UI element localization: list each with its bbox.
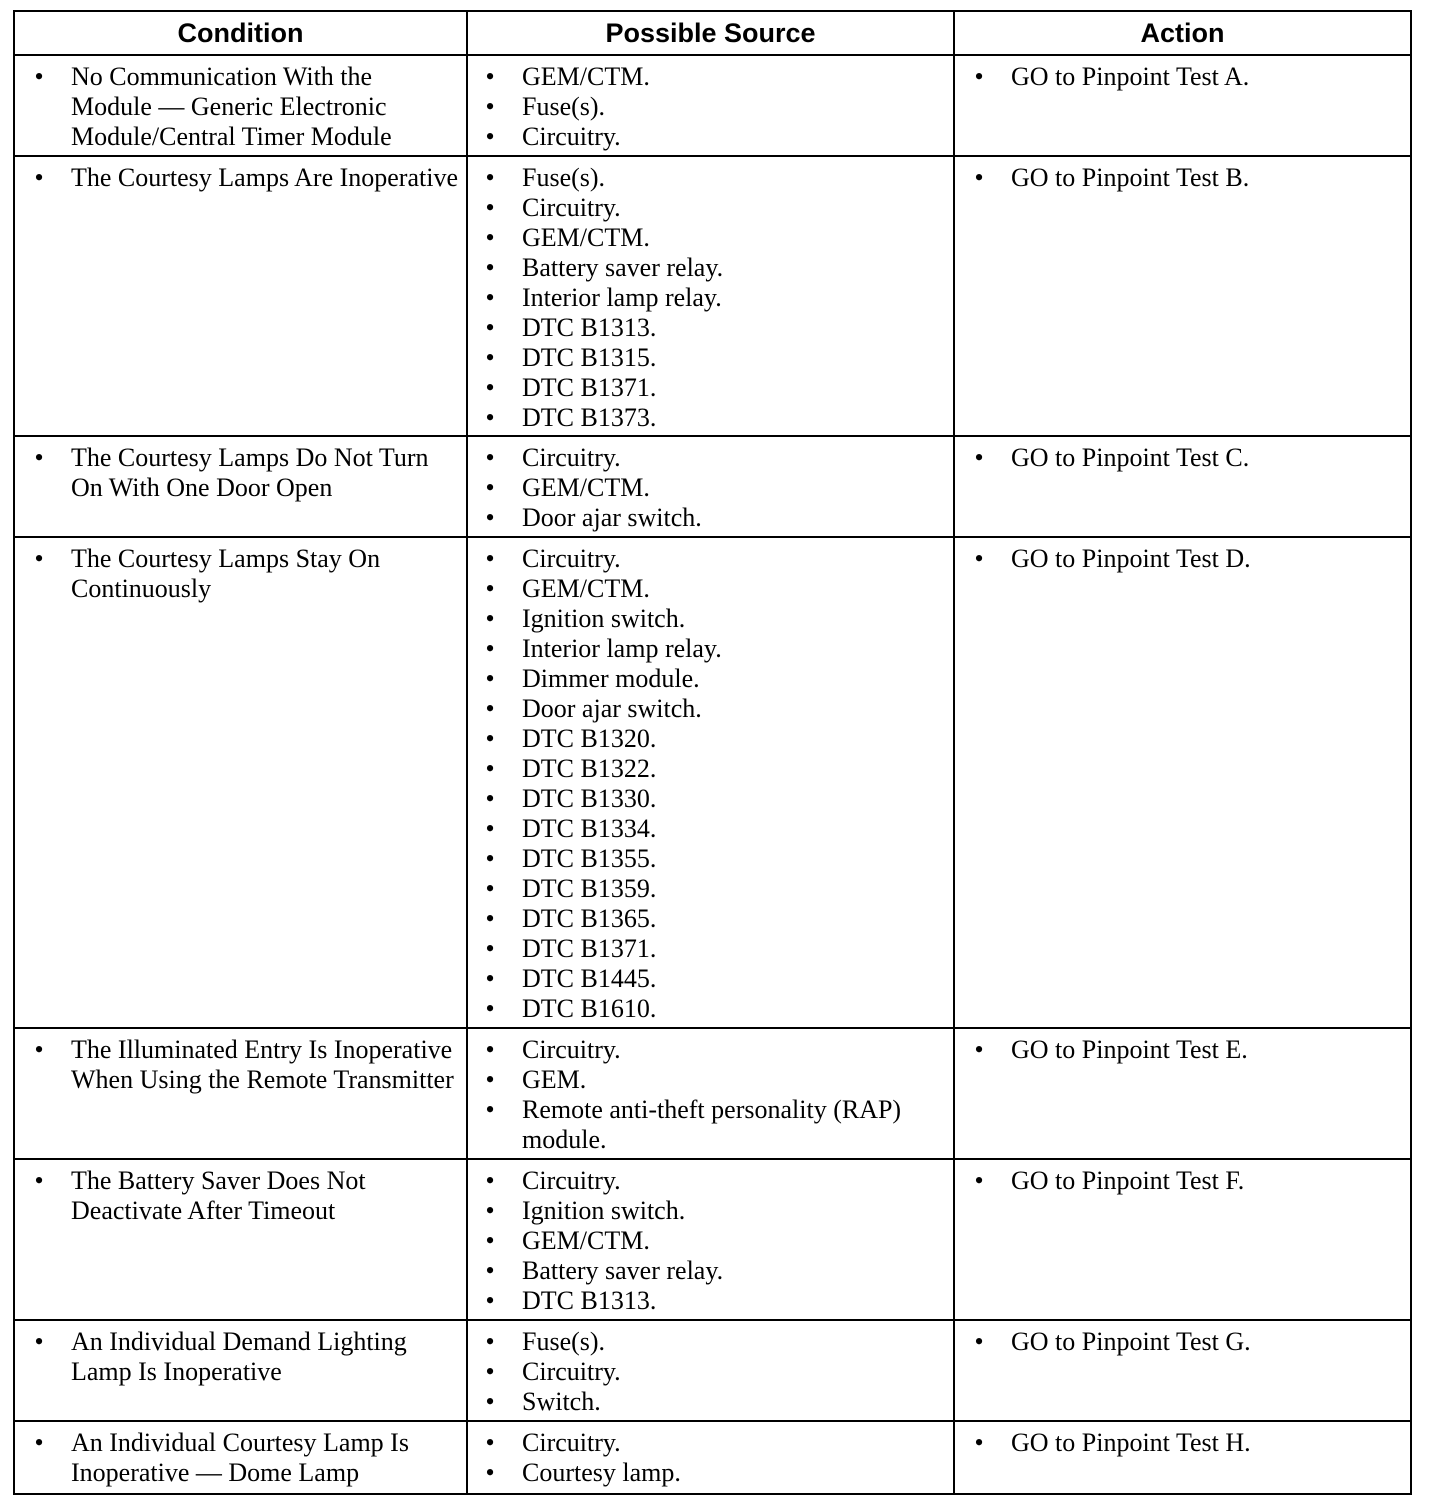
condition-item-text: The Battery Saver Does Not Deactivate After Timeout xyxy=(71,1166,366,1225)
table-row xyxy=(14,55,1411,156)
source-item-text: Circuitry. xyxy=(522,1428,621,1457)
source-item xyxy=(468,253,953,283)
source-item xyxy=(468,62,953,92)
condition-cell xyxy=(14,1028,467,1159)
source-item xyxy=(468,473,953,503)
bullet-icon: • xyxy=(34,62,44,91)
source-item-text: DTC B1313. xyxy=(522,313,657,342)
source-item xyxy=(468,163,953,193)
action-item-text: GO to Pinpoint Test D. xyxy=(1011,544,1251,573)
action-cell xyxy=(954,1320,1411,1421)
bullet-icon: • xyxy=(485,1428,495,1457)
source-item xyxy=(468,1065,953,1095)
table-row xyxy=(14,436,1411,537)
action-cell xyxy=(954,537,1411,1028)
action-item xyxy=(955,62,1410,92)
source-item xyxy=(468,1166,953,1196)
source-item-text: Circuitry. xyxy=(522,544,621,573)
bullet-icon: • xyxy=(485,163,495,192)
source-item-text: DTC B1322. xyxy=(522,754,657,783)
action-item-text: GO to Pinpoint Test B. xyxy=(1011,163,1250,192)
source-item-text: DTC B1330. xyxy=(522,784,657,813)
source-item xyxy=(468,724,953,754)
table-row xyxy=(14,1320,1411,1421)
source-item xyxy=(468,1428,953,1458)
source-item-text: Circuitry. xyxy=(522,193,621,222)
bullet-icon: • xyxy=(485,223,495,252)
source-item xyxy=(468,1286,953,1316)
bullet-icon: • xyxy=(34,544,44,573)
source-item-text: Ignition switch. xyxy=(522,1196,686,1225)
source-item xyxy=(468,784,953,814)
condition-item xyxy=(15,1327,466,1387)
diagnosis-table xyxy=(13,10,1412,1495)
source-item xyxy=(468,313,953,343)
bullet-icon: • xyxy=(485,634,495,663)
source-item-text: DTC B1371. xyxy=(522,373,657,402)
bullet-icon: • xyxy=(485,814,495,843)
bullet-icon: • xyxy=(485,1256,495,1285)
source-item-text: Dimmer module. xyxy=(522,664,700,693)
condition-cell xyxy=(14,1320,467,1421)
condition-item xyxy=(15,1428,466,1488)
bullet-icon: • xyxy=(34,1035,44,1064)
condition-cell xyxy=(14,55,467,156)
bullet-icon: • xyxy=(485,904,495,933)
bullet-icon: • xyxy=(485,193,495,222)
source-item xyxy=(468,1458,953,1488)
bullet-icon: • xyxy=(485,994,495,1023)
source-item xyxy=(468,1196,953,1226)
action-item xyxy=(955,1428,1410,1458)
source-item xyxy=(468,994,953,1024)
condition-item-text: The Illuminated Entry Is Inoperative When Using the Remote Transmitter xyxy=(71,1035,454,1094)
bullet-icon: • xyxy=(485,1166,495,1195)
table-row xyxy=(14,537,1411,1028)
source-item xyxy=(468,1256,953,1286)
bullet-icon: • xyxy=(34,163,44,192)
source-item-text: DTC B1359. xyxy=(522,874,657,903)
bullet-icon: • xyxy=(974,1035,984,1064)
condition-cell xyxy=(14,537,467,1028)
action-item-text: GO to Pinpoint Test E. xyxy=(1011,1035,1248,1064)
action-item xyxy=(955,1035,1410,1065)
bullet-icon: • xyxy=(485,503,495,532)
action-item xyxy=(955,163,1410,193)
source-item xyxy=(468,1226,953,1256)
bullet-icon: • xyxy=(974,62,984,91)
source-item-text: Ignition switch. xyxy=(522,604,686,633)
bullet-icon: • xyxy=(974,1166,984,1195)
source-item xyxy=(468,373,953,403)
action-item-text: GO to Pinpoint Test F. xyxy=(1011,1166,1245,1195)
source-item xyxy=(468,443,953,473)
source-item-text: Switch. xyxy=(522,1387,601,1416)
source-item-text: GEM/CTM. xyxy=(522,473,650,502)
source-item xyxy=(468,604,953,634)
source-item-text: DTC B1355. xyxy=(522,844,657,873)
condition-item xyxy=(15,62,466,152)
bullet-icon: • xyxy=(485,664,495,693)
source-item xyxy=(468,403,953,433)
bullet-icon: • xyxy=(34,1327,44,1356)
source-item-text: Fuse(s). xyxy=(522,1327,606,1356)
bullet-icon: • xyxy=(485,403,495,432)
header-row xyxy=(14,11,1411,55)
condition-item-text: The Courtesy Lamps Do Not Turn On With One Door Open xyxy=(71,443,429,502)
source-item xyxy=(468,844,953,874)
possible-source-cell xyxy=(467,55,954,156)
bullet-icon: • xyxy=(485,1095,495,1124)
source-item-text: Fuse(s). xyxy=(522,163,606,192)
action-item-text: GO to Pinpoint Test H. xyxy=(1011,1428,1251,1457)
source-item xyxy=(468,574,953,604)
source-item xyxy=(468,193,953,223)
action-item xyxy=(955,544,1410,574)
source-item xyxy=(468,503,953,533)
bullet-icon: • xyxy=(974,544,984,573)
source-item xyxy=(468,934,953,964)
possible-source-cell xyxy=(467,537,954,1028)
bullet-icon: • xyxy=(485,1035,495,1064)
bullet-icon: • xyxy=(485,92,495,121)
condition-item xyxy=(15,1166,466,1226)
bullet-icon: • xyxy=(34,443,44,472)
source-item xyxy=(468,122,953,152)
source-item-text: Door ajar switch. xyxy=(522,503,702,532)
source-item xyxy=(468,1035,953,1065)
source-item-text: GEM. xyxy=(522,1065,587,1094)
bullet-icon: • xyxy=(485,253,495,282)
source-item xyxy=(468,634,953,664)
condition-cell xyxy=(14,1159,467,1320)
action-item-text: GO to Pinpoint Test C. xyxy=(1011,443,1250,472)
source-item xyxy=(468,1095,953,1155)
source-item-text: GEM/CTM. xyxy=(522,574,650,603)
source-item-text: Interior lamp relay. xyxy=(522,283,722,312)
condition-cell xyxy=(14,436,467,537)
action-cell xyxy=(954,1028,1411,1159)
source-item-text: Circuitry. xyxy=(522,1166,621,1195)
bullet-icon: • xyxy=(485,313,495,342)
source-item-text: Circuitry. xyxy=(522,122,621,151)
source-item-text: DTC B1610. xyxy=(522,994,657,1023)
bullet-icon: • xyxy=(485,934,495,963)
bullet-icon: • xyxy=(485,1286,495,1315)
source-item-text: Door ajar switch. xyxy=(522,694,702,723)
bullet-icon: • xyxy=(485,343,495,372)
bullet-icon: • xyxy=(974,163,984,192)
bullet-icon: • xyxy=(485,1327,495,1356)
bullet-icon: • xyxy=(485,1196,495,1225)
source-item xyxy=(468,1387,953,1417)
action-cell xyxy=(954,1421,1411,1494)
source-item-text: Interior lamp relay. xyxy=(522,634,722,663)
bullet-icon: • xyxy=(485,874,495,903)
bullet-icon: • xyxy=(485,62,495,91)
source-item xyxy=(468,283,953,313)
action-cell xyxy=(954,436,1411,537)
bullet-icon: • xyxy=(485,844,495,873)
condition-item xyxy=(15,163,466,193)
bullet-icon: • xyxy=(485,1065,495,1094)
bullet-icon: • xyxy=(485,574,495,603)
source-item-text: DTC B1373. xyxy=(522,403,657,432)
possible-source-cell xyxy=(467,1028,954,1159)
bullet-icon: • xyxy=(485,544,495,573)
source-item-text: DTC B1365. xyxy=(522,904,657,933)
bullet-icon: • xyxy=(485,1357,495,1386)
possible-source-cell xyxy=(467,1159,954,1320)
bullet-icon: • xyxy=(485,122,495,151)
condition-cell xyxy=(14,1421,467,1494)
table-row xyxy=(14,1159,1411,1320)
bullet-icon: • xyxy=(485,784,495,813)
possible-source-cell xyxy=(467,436,954,537)
source-item xyxy=(468,1327,953,1357)
header-action: Action xyxy=(954,11,1411,55)
action-item xyxy=(955,1327,1410,1357)
action-item-text: GO to Pinpoint Test A. xyxy=(1011,62,1250,91)
action-item xyxy=(955,443,1410,473)
source-item-text: DTC B1371. xyxy=(522,934,657,963)
source-item-text: Circuitry. xyxy=(522,443,621,472)
bullet-icon: • xyxy=(485,1387,495,1416)
source-item xyxy=(468,874,953,904)
source-item xyxy=(468,664,953,694)
source-item xyxy=(468,904,953,934)
source-item xyxy=(468,223,953,253)
source-item-text: GEM/CTM. xyxy=(522,1226,650,1255)
source-item xyxy=(468,1357,953,1387)
source-item-text: GEM/CTM. xyxy=(522,223,650,252)
source-item-text: Circuitry. xyxy=(522,1035,621,1064)
condition-item xyxy=(15,443,466,503)
table-row xyxy=(14,156,1411,436)
source-item-text: Courtesy lamp. xyxy=(522,1458,681,1487)
bullet-icon: • xyxy=(485,443,495,472)
action-cell xyxy=(954,1159,1411,1320)
bullet-icon: • xyxy=(34,1166,44,1195)
bullet-icon: • xyxy=(485,373,495,402)
source-item xyxy=(468,544,953,574)
source-item xyxy=(468,964,953,994)
source-item xyxy=(468,92,953,122)
possible-source-cell xyxy=(467,1421,954,1494)
bullet-icon: • xyxy=(485,964,495,993)
possible-source-cell xyxy=(467,1320,954,1421)
source-item-text: DTC B1334. xyxy=(522,814,657,843)
bullet-icon: • xyxy=(485,724,495,753)
source-item xyxy=(468,343,953,373)
possible-source-cell xyxy=(467,156,954,436)
source-item-text: Circuitry. xyxy=(522,1357,621,1386)
action-item xyxy=(955,1166,1410,1196)
source-item-text: GEM/CTM. xyxy=(522,62,650,91)
action-item-text: GO to Pinpoint Test G. xyxy=(1011,1327,1251,1356)
bullet-icon: • xyxy=(974,443,984,472)
bullet-icon: • xyxy=(485,754,495,783)
source-item-text: Fuse(s). xyxy=(522,92,606,121)
bullet-icon: • xyxy=(974,1327,984,1356)
header-condition: Condition xyxy=(14,11,467,55)
source-item-text: Battery saver relay. xyxy=(522,1256,724,1285)
table-row xyxy=(14,1028,1411,1159)
bullet-icon: • xyxy=(485,694,495,723)
source-item-text: DTC B1445. xyxy=(522,964,657,993)
bullet-icon: • xyxy=(485,1226,495,1255)
bullet-icon: • xyxy=(485,473,495,502)
condition-item-text: The Courtesy Lamps Stay On Continuously xyxy=(71,544,381,603)
bullet-icon: • xyxy=(485,604,495,633)
source-item-text: DTC B1320. xyxy=(522,724,657,753)
source-item xyxy=(468,814,953,844)
source-item-text: DTC B1315. xyxy=(522,343,657,372)
bullet-icon: • xyxy=(485,283,495,312)
source-item xyxy=(468,694,953,724)
source-item-text: DTC B1313. xyxy=(522,1286,657,1315)
source-item-text: Remote anti-theft personality (RAP) module. xyxy=(522,1095,902,1154)
table-row xyxy=(14,1421,1411,1494)
condition-item-text: An Individual Courtesy Lamp Is Inoperative — Dome Lamp xyxy=(71,1428,409,1487)
bullet-icon: • xyxy=(974,1428,984,1457)
condition-item-text: No Communication With the Module — Generic Electronic Module/Central Timer Module xyxy=(71,62,392,151)
condition-item-text: An Individual Demand Lighting Lamp Is Inoperative xyxy=(71,1327,407,1386)
condition-cell xyxy=(14,156,467,436)
header-possible-source: Possible Source xyxy=(467,11,954,55)
bullet-icon: • xyxy=(485,1458,495,1487)
source-item-text: Battery saver relay. xyxy=(522,253,724,282)
action-cell xyxy=(954,156,1411,436)
action-cell xyxy=(954,55,1411,156)
source-item xyxy=(468,754,953,784)
bullet-icon: • xyxy=(34,1428,44,1457)
condition-item xyxy=(15,544,466,604)
condition-item-text: The Courtesy Lamps Are Inoperative xyxy=(71,163,458,192)
condition-item xyxy=(15,1035,466,1095)
